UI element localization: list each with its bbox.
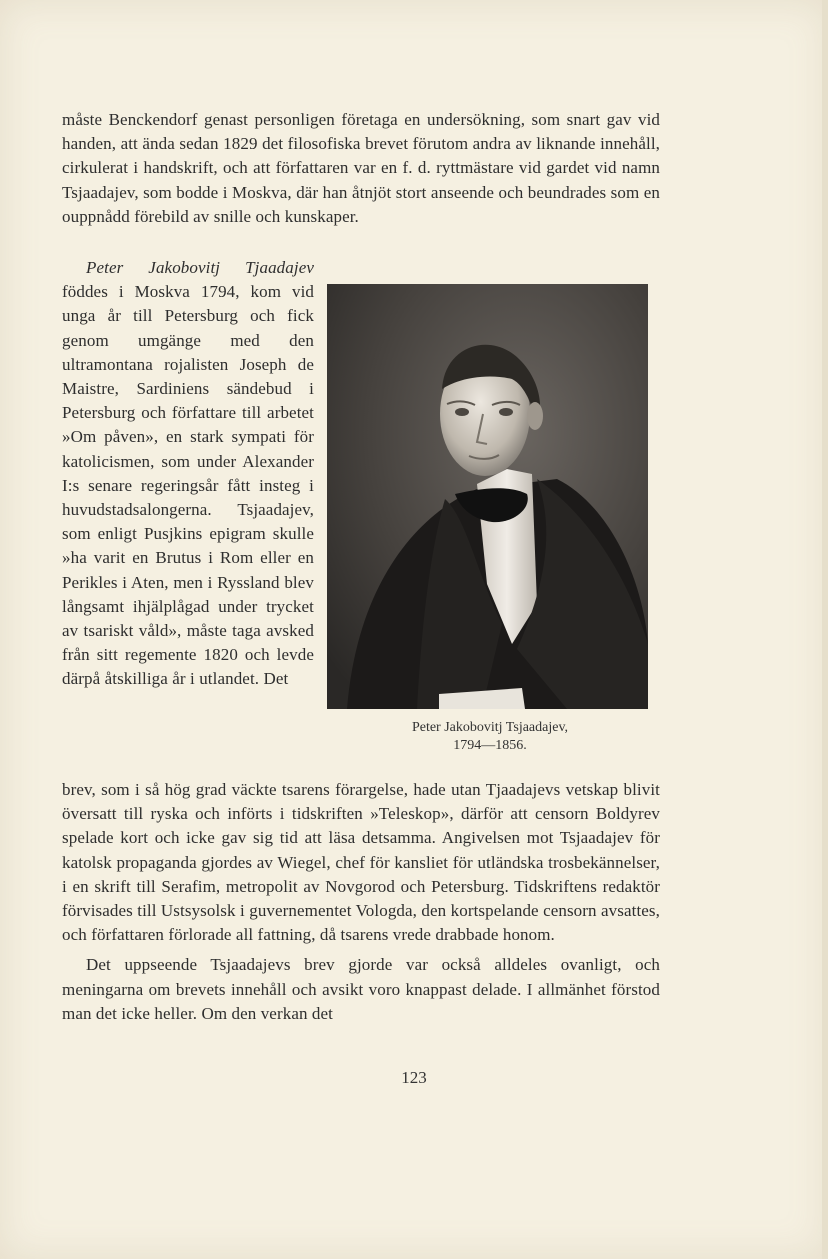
paragraph-side (62, 256, 314, 692)
text-block-side (62, 256, 314, 692)
portrait-caption (340, 719, 640, 755)
page-number: 123 (401, 1068, 427, 1087)
portrait-image (327, 284, 648, 709)
paragraph-top: måste Benckendorf genast personligen företaga en undersökning, som snart gav vid handen, att ända sedan 1829 det filosofiska brevet förutom andra av liknande innehåll, cirkulerat i handskrift, och att författaren var en f. d. ryttmästare vid gardet vid namn Tsjaadajev, som bodde i Moskva, där han åtnjöt stort anseende och beundrades som en ouppnådd förebild av snille och kunskaper. (62, 110, 660, 226)
text-block-bottom (62, 778, 660, 1026)
portrait-drawing (327, 284, 648, 709)
caption-name: Peter Jakobovitj Tsjaadajev, (411, 720, 569, 735)
paragraph-bottom-1: brev, som i så hög grad väckte tsarens förargelse, hade utan Tjaadajevs vetskap blivit översatt till ryska och införts i tidskriften »Teleskop», därför att censorn Boldyrev spelade kort och icke gav sig tid att läsa detsamma. Angivelsen mot Tsjaadajev för katolsk propaganda gjordes av Wiegel, chef för kansliet för utländska trosbekännelser, i en skrift till Serafim, metropolit av Novgorod och Petersburg. Tidskriftens redaktör förvisades till Ustsysolsk i guvernementet Vologda, den kortspelande censorn avsattes, och författaren förlorade all fattning, då tsarens vrede drabbade honom. (62, 780, 660, 945)
paragraph-bottom-2: Det uppseende Tsjaadajevs brev gjorde var också alldeles ovanligt, och meningarna om brevets innehåll och avsikt voro knappast delade. I allmänhet förstod man det icke heller. Om den verkan det (62, 955, 660, 1023)
text-block-top (62, 108, 660, 229)
person-name: Peter Jakobovitj Tjaadajev (86, 258, 314, 277)
paragraph-side-body: föddes i Moskva 1794, kom vid unga år till Petersburg och fick genom umgänge med den ultramontana rojalisten Joseph de Maistre, Sardiniens sändebud i Petersburg och författare till arbetet »Om påven», en stark sympati för katolicismen, som under Alexander I:s senare regeringsår fått insteg i huvudstadsalongerna. Tsjaadajev, som enligt Pusjkins epigram skulle »ha varit en Brutus i Rom eller en Perikles i Aten, men i Ryssland blev långsamt ihjälplågad under trycket av tsariskt våld», måste taga avsked från sitt regemente 1820 och levde därpå åtskilliga år i utlandet. Det (62, 282, 314, 689)
caption-years: 1794—1856. (453, 738, 527, 753)
